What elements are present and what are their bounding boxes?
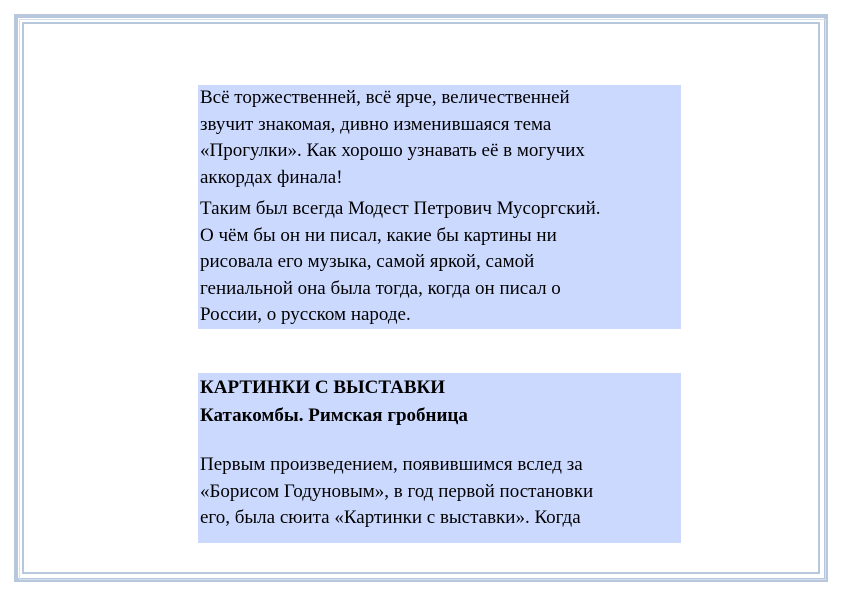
section-title: КАРТИНКИ С ВЫСТАВКИ bbox=[200, 377, 446, 398]
paragraph-mussorgsky: Таким был всегда Модест Петрович Мусоргский. О чём бы он ни писал, какие бы картины ни рисовала его музыка, самой яркой, самой гениальной она была тогда, когда он писал о России, о русском народе. bbox=[200, 198, 601, 325]
text-block-pictures bbox=[198, 373, 681, 543]
text-block-prologue bbox=[198, 85, 681, 329]
paragraph-finale: Всё торжественней, всё ярче, величественней звучит знакомая, дивно изменившаяся тема «Прогулки». Как хорошо узнавать её в могучих аккордах финала! bbox=[200, 87, 585, 188]
paragraph-suite: Первым произведением, появившимся вслед за «Борисом Годуновым», в год первой постановки его, была сюита «Картинки с выставки». Когда bbox=[200, 454, 594, 528]
section-subtitle: Катакомбы. Римская гробница bbox=[200, 404, 468, 426]
